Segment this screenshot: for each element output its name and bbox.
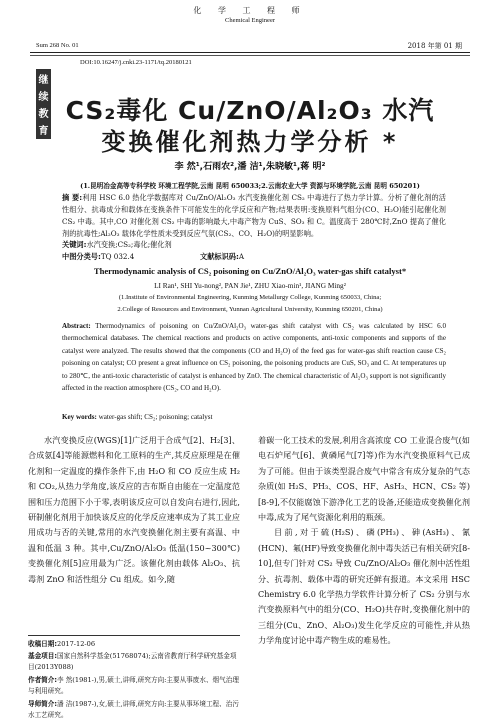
footnote-received bbox=[28, 639, 240, 650]
doi[interactable]: DOI:10.16247/j.cnki.23-1171/tq.20180121 bbox=[80, 59, 192, 66]
paper-title-line1: CS₂毒化 Cu/ZnO/Al₂O₃ 水汽 bbox=[65, 96, 435, 125]
column-label-char: 教 bbox=[38, 109, 49, 120]
keywords-cn-label: 关键词: bbox=[62, 240, 87, 249]
footnote-author bbox=[28, 675, 240, 696]
keywords-cn-text: 水汽变换;CS₂;毒化;催化剂 bbox=[86, 240, 172, 249]
doc-code-label: 文献标识码: bbox=[200, 252, 239, 261]
footnote-rule bbox=[28, 635, 240, 636]
affiliation-en-1: (1.Institute of Environmental Engineering, Kunming Metallurgy College, Kunming 650033, China; bbox=[118, 294, 382, 301]
clc-code: TQ 032.4 bbox=[100, 252, 135, 261]
journal-title-en: Chemical Engineer bbox=[225, 17, 275, 24]
abstract-en-text: Thermodynamics of poisoning on Cu/ZnO/Al₂O₃ water-gas shift catalyst with CS₂ was calculated by HSC 6.0 thermochemical databases. The chemical reactions and products on active components, anti-toxic components and supports of the catalyst were analyzed. The results showed that the components (CO and H₂O) of the feed gas for water-gas shift reaction cause CS₂ poisoning on catalyst; CO present a great influence on CS₂ poisoning, the poisoning products are CuS, SO₃ and C. At temperatures up to 280℃, the anti-toxic characteristic of catalyst is enhanced by ZnO. The chemical characteristic of Al₂O₃ support is not significantly affected in the reaction atmosphere (CS₂, CO and H₂O). bbox=[62, 322, 446, 393]
authors-cn: 李 然¹,石雨农²,潘 洁¹,朱晓敏¹,蒋 明² bbox=[174, 162, 326, 172]
abstract-en-label: Abstract: bbox=[62, 322, 91, 330]
keywords-en bbox=[62, 413, 213, 421]
abstract-cn-label: 摘 要: bbox=[62, 193, 83, 202]
keywords-en-label: Key words: bbox=[62, 413, 97, 421]
abstract-cn-text: 利用 HSC 6.0 热化学数据库对 Cu/ZnO/Al₂O₃ 水汽变换催化剂 CS₂ 中毒进行了热力学计算。分析了催化剂的活性组分、抗毒成分和载体在变换条件下可能发生的化学反应和产物;结果表明:变换原料气组分(CO、H₂O)能引起催化剂 CS₂ 中毒。其中,CO 对催化剂 CS₂ 中毒的影响最大,中毒产物为 CuS、SO₃ 和 C。温度高于 280℃时,ZnO 提高了催化剂的抗毒性;Al₂O₃ 载体化学性质未受到反应气氛(CS₂、CO、H₂O)的明显影响。 bbox=[62, 193, 446, 238]
footnote-label: 作者简介: bbox=[28, 676, 58, 684]
header-rule-thin bbox=[30, 55, 470, 56]
body-right-paragraph: 目前,对于硫(H₂S)、磷(PH₃)、砷(AsH₃)、氰(HCN)、氟(HF)导致变换催化剂中毒失活已有相关研究[8-10],但专门针对 CS₂ 导致 Cu/ZnO/Al₂O₃ 催化剂中活性组分、抗毒剂、载体中毒的研究还鲜有报道。本文采用 HSC Chemistry 6.0 化学热力学软件计算分析了 CS₂ 分别与水汽变换原料气中的组分(CO、H₂O)共存时,变换催化剂中的三组分(Cu、ZnO、Al₂O₃)发生化学反应的可能性,并从热力学角度讨论中毒产物生成的难易性。 bbox=[258, 527, 470, 646]
header-rule bbox=[30, 52, 470, 53]
column-label-char: 育 bbox=[38, 126, 49, 137]
footnote-label: 基金项目: bbox=[28, 652, 58, 660]
footnote-label: 导师简介: bbox=[28, 700, 58, 708]
column-label-char: 继 bbox=[38, 75, 49, 86]
clc-label: 中图分类号: bbox=[62, 252, 101, 261]
column-label-char: 续 bbox=[38, 92, 49, 103]
body-right-paragraph: 着碳一化工技术的发展,利用含高浓度 CO 工业混合废气(如电石炉尾气[6]、黄磷尾气[7]等)作为水汽变换原料气已成为了可能。但由于该类型混合废气中常含有成分复杂的气态杂质(如 H₂S、PH₃、COS、HF、AsH₃、HCN、CS₂ 等)[8-9],不仅能腐蚀下游净化工艺的设备,还能造成变换催化剂中毒,成为了尾气资源化利用的瓶颈。 bbox=[258, 435, 470, 523]
abstract-en bbox=[62, 320, 446, 394]
body-left-column: 水汽变换反应(WGS)[1]广泛用于合成气[2]、H₂[3]、合成氨[4]等能源燃料和化工原料的生产,其反应原理是在催化剂和一定温度的操作条件下,由 H₂O 和 CO 反应生成 H₂ 和 CO₂,从热力学角度,该反应的吉布斯自由能在一定温度范围和压力范围下小于零,表明该反应可以自发向右进行,因此,研制催化剂用于加快该反应的化学反应速率成为了其工业应用成功与否的关键,常用的水汽变换催化剂主要有高温、中温和低温 3 种。其中,Cu/ZnO/Al₂O₃ 低温(150~300℃)变换催化剂[5]应用最为广泛。该催化剂由载体 Al₂O₃、抗毒剂 ZnO 和活性组分 Cu 组成。如今,随 bbox=[28, 435, 240, 584]
affiliation-en-2: 2.College of Resources and Environment, Yunnan Agricultural University, Kunming 650201, China) bbox=[117, 306, 383, 313]
authors-en: LI Ran¹, SHI Yu-nong², PAN Jie¹, ZHU Xiao-min¹, JIANG Ming² bbox=[154, 281, 346, 290]
footnote-text: 2017-12-06 bbox=[57, 640, 96, 648]
keywords-cn bbox=[62, 240, 172, 250]
paper-title-line2: 变换催化剂热力学分析 * bbox=[101, 128, 399, 156]
keywords-en-text: water-gas shift; CS₂; poisoning; catalyst bbox=[98, 413, 213, 421]
paper-title-en: Thermodynamic analysis of CS₂ poisoning on Cu/ZnO/Al₂O₃ water-gas shift catalyst* bbox=[93, 266, 407, 276]
footnote-label: 收稿日期: bbox=[28, 640, 58, 648]
body-right-column bbox=[258, 433, 470, 649]
doc-code: A bbox=[238, 252, 245, 261]
issue-number: Sum 268 No. 01 bbox=[36, 42, 79, 49]
affiliation-cn: (1.昆明冶金高等专科学校 环境工程学院,云南 昆明 650033;2.云南农业大学 资源与环境学院,云南 昆明 650201) bbox=[80, 182, 420, 190]
abstract-cn bbox=[62, 192, 446, 240]
footnote-funding bbox=[28, 651, 240, 672]
footnote-text: 潘 洁(1987-),女,硕士,讲师,研究方向:主要从事环境工程、治污水工艺研究。 bbox=[28, 700, 239, 719]
journal-title-cn: 化 学 工 程 师 bbox=[193, 6, 307, 15]
issue-date: 2018 年第 01 期 bbox=[407, 42, 462, 50]
footnote-supervisor bbox=[28, 699, 240, 720]
classification bbox=[62, 252, 446, 262]
footnote-text: 李 然(1981-),男,硕士,讲师,研究方向:主要从事废水、烟气治理与利用研究。 bbox=[28, 676, 239, 695]
footnote-text: 国家自然科学基金(51768074);云南省教育厅科学研究基金项目(2013Y088) bbox=[28, 652, 237, 671]
